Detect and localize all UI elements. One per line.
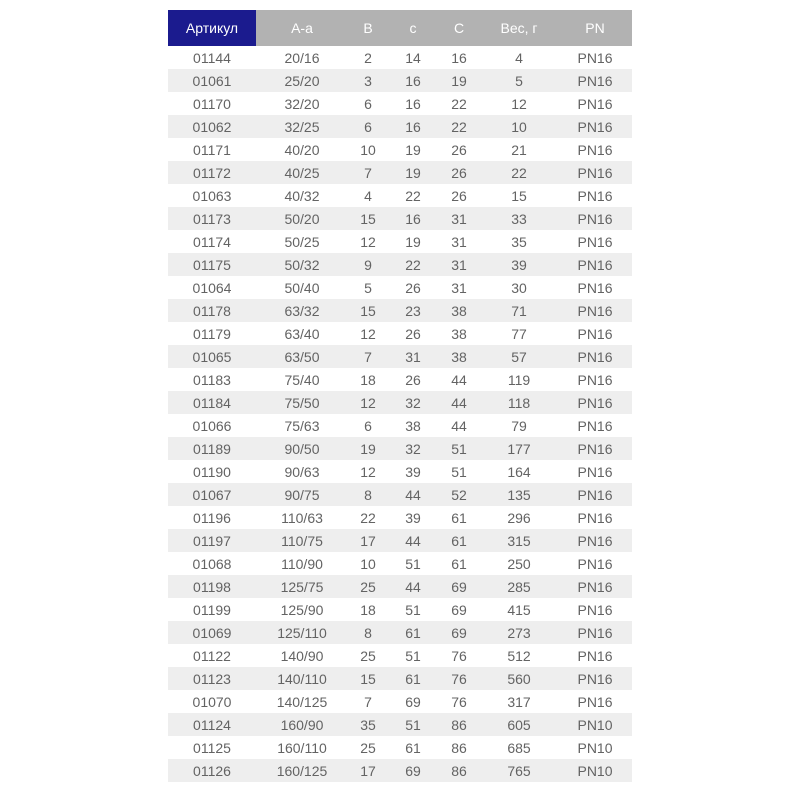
- cell-artikul: 01199: [193, 601, 231, 618]
- cell-c-upper: 86: [451, 739, 467, 756]
- cell-b: 7: [364, 164, 372, 181]
- header-cell-a-a: А-а: [256, 10, 348, 46]
- cell-c-lower: 16: [405, 210, 421, 227]
- cell-a-a: 50/40: [284, 279, 320, 296]
- cell-b: 22: [360, 509, 376, 526]
- cell-c-upper: 51: [451, 440, 467, 457]
- cell-pn: PN16: [577, 486, 613, 503]
- cell-weight: 22: [511, 164, 527, 181]
- cell-c-upper: 31: [451, 256, 467, 273]
- cell-a-a: 75/63: [284, 417, 320, 434]
- cell-a-a: 40/32: [284, 187, 320, 204]
- cell-a-a: 110/75: [281, 532, 323, 549]
- cell-artikul: 01175: [193, 256, 231, 273]
- table-row: [168, 414, 632, 437]
- table-row: [168, 299, 632, 322]
- cell-pn: PN16: [577, 440, 613, 457]
- cell-c-upper: 61: [451, 555, 467, 572]
- cell-pn: PN16: [577, 279, 613, 296]
- cell-artikul: 01125: [193, 739, 231, 756]
- table-row: [168, 690, 632, 713]
- header-cell-pn: PN: [558, 10, 632, 46]
- cell-pn: PN16: [577, 647, 613, 664]
- cell-c-upper: 86: [451, 716, 467, 733]
- header-cell-c-upper: С: [438, 10, 480, 46]
- cell-artikul: 01123: [193, 670, 231, 687]
- cell-c-lower: 51: [405, 555, 421, 572]
- table-row: [168, 322, 632, 345]
- header-cell-b: В: [348, 10, 388, 46]
- cell-c-upper: 69: [451, 578, 467, 595]
- cell-c-lower: 16: [405, 118, 421, 135]
- cell-artikul: 01069: [192, 624, 232, 641]
- cell-pn: PN16: [577, 256, 613, 273]
- cell-pn: PN16: [577, 509, 613, 526]
- cell-c-lower: 44: [405, 486, 421, 503]
- cell-pn: PN16: [577, 141, 613, 158]
- cell-c-upper: 22: [451, 118, 467, 135]
- cell-artikul: 01171: [193, 141, 231, 158]
- cell-weight: 315: [507, 532, 531, 549]
- cell-artikul: 01189: [193, 440, 231, 457]
- cell-c-lower: 51: [405, 647, 421, 664]
- cell-pn: PN10: [577, 762, 613, 779]
- cell-b: 25: [360, 647, 376, 664]
- cell-a-a: 140/110: [277, 670, 327, 687]
- header-cell-weight: Вес, г: [480, 10, 558, 46]
- cell-weight: 21: [511, 141, 527, 158]
- cell-artikul: 01066: [192, 417, 232, 434]
- cell-a-a: 63/50: [284, 348, 320, 365]
- cell-weight: 12: [511, 95, 527, 112]
- cell-artikul: 01197: [193, 532, 231, 549]
- cell-b: 17: [360, 532, 376, 549]
- spec-table: [168, 10, 632, 782]
- cell-b: 12: [360, 325, 376, 342]
- cell-a-a: 160/110: [277, 739, 327, 756]
- cell-c-lower: 26: [405, 371, 421, 388]
- cell-artikul: 01061: [192, 72, 232, 89]
- table-row: [168, 621, 632, 644]
- cell-pn: PN16: [577, 210, 613, 227]
- cell-artikul: 01067: [192, 486, 232, 503]
- cell-weight: 273: [507, 624, 531, 641]
- cell-weight: 15: [511, 187, 527, 204]
- cell-b: 12: [360, 233, 376, 250]
- cell-c-upper: 19: [451, 72, 467, 89]
- cell-artikul: 01063: [192, 187, 232, 204]
- cell-artikul: 01174: [193, 233, 231, 250]
- cell-weight: 10: [511, 118, 527, 135]
- cell-a-a: 50/32: [284, 256, 320, 273]
- cell-c-lower: 16: [405, 95, 421, 112]
- cell-c-upper: 31: [451, 279, 467, 296]
- cell-weight: 605: [507, 716, 531, 733]
- cell-weight: 30: [511, 279, 527, 296]
- cell-b: 6: [364, 118, 372, 135]
- header-cell-artikul: Артикул: [168, 10, 256, 46]
- cell-a-a: 20/16: [284, 49, 320, 66]
- cell-c-lower: 19: [405, 164, 421, 181]
- cell-artikul: 01064: [192, 279, 232, 296]
- cell-a-a: 160/90: [280, 716, 324, 733]
- cell-weight: 33: [511, 210, 527, 227]
- cell-b: 12: [360, 463, 376, 480]
- cell-c-lower: 23: [405, 302, 421, 319]
- cell-c-lower: 22: [405, 256, 421, 273]
- cell-artikul: 01198: [193, 578, 231, 595]
- cell-weight: 4: [515, 49, 523, 66]
- cell-b: 2: [364, 49, 372, 66]
- table-row: [168, 345, 632, 368]
- cell-pn: PN16: [577, 118, 613, 135]
- cell-c-upper: 51: [451, 463, 467, 480]
- cell-b: 35: [360, 716, 376, 733]
- cell-weight: 177: [507, 440, 531, 457]
- cell-artikul: 01184: [193, 394, 231, 411]
- cell-artikul: 01178: [193, 302, 231, 319]
- cell-artikul: 01068: [192, 555, 232, 572]
- cell-c-lower: 51: [405, 716, 421, 733]
- table-row: [168, 368, 632, 391]
- spec-table-container: [168, 10, 632, 782]
- cell-a-a: 50/25: [284, 233, 320, 250]
- cell-b: 15: [360, 210, 376, 227]
- table-row: [168, 529, 632, 552]
- table-row: [168, 207, 632, 230]
- cell-artikul: 01179: [193, 325, 231, 342]
- cell-pn: PN16: [577, 49, 613, 66]
- cell-pn: PN16: [577, 624, 613, 641]
- cell-b: 18: [360, 601, 376, 618]
- cell-weight: 57: [511, 348, 527, 365]
- cell-artikul: 01170: [193, 95, 231, 112]
- cell-c-upper: 22: [451, 95, 467, 112]
- cell-a-a: 32/25: [284, 118, 320, 135]
- cell-c-lower: 26: [405, 279, 421, 296]
- cell-c-upper: 61: [451, 509, 467, 526]
- cell-pn: PN16: [577, 578, 613, 595]
- cell-c-upper: 38: [451, 302, 467, 319]
- cell-pn: PN16: [577, 417, 613, 434]
- cell-c-upper: 31: [451, 233, 467, 250]
- table-row: [168, 713, 632, 736]
- cell-artikul: 01144: [193, 49, 231, 66]
- cell-a-a: 50/20: [284, 210, 320, 227]
- cell-c-upper: 31: [451, 210, 467, 227]
- cell-b: 7: [364, 348, 372, 365]
- table-row: [168, 230, 632, 253]
- cell-c-upper: 38: [451, 348, 467, 365]
- cell-c-upper: 76: [451, 693, 467, 710]
- cell-weight: 118: [507, 394, 531, 411]
- table-row: [168, 184, 632, 207]
- table-row: [168, 46, 632, 69]
- cell-weight: 685: [507, 739, 531, 756]
- cell-c-upper: 76: [451, 670, 467, 687]
- cell-c-upper: 44: [451, 394, 467, 411]
- header-row: [168, 10, 632, 46]
- cell-artikul: 01172: [193, 164, 231, 181]
- table-row: [168, 736, 632, 759]
- cell-artikul: 01124: [193, 716, 231, 733]
- cell-c-lower: 22: [405, 187, 421, 204]
- cell-pn: PN16: [577, 72, 613, 89]
- cell-b: 5: [364, 279, 372, 296]
- cell-a-a: 110/90: [281, 555, 323, 572]
- cell-pn: PN16: [577, 233, 613, 250]
- table-row: [168, 138, 632, 161]
- cell-b: 8: [364, 624, 372, 641]
- cell-a-a: 63/40: [284, 325, 320, 342]
- cell-pn: PN16: [577, 463, 613, 480]
- cell-c-lower: 39: [405, 463, 421, 480]
- table-header: [168, 10, 632, 46]
- table-row: [168, 483, 632, 506]
- cell-a-a: 63/32: [284, 302, 320, 319]
- cell-weight: 119: [507, 371, 531, 388]
- cell-b: 25: [360, 739, 376, 756]
- table-row: [168, 598, 632, 621]
- cell-b: 19: [360, 440, 376, 457]
- cell-pn: PN16: [577, 325, 613, 342]
- cell-c-lower: 61: [405, 624, 421, 641]
- cell-pn: PN16: [577, 187, 613, 204]
- cell-c-upper: 26: [451, 141, 467, 158]
- table-row: [168, 92, 632, 115]
- cell-c-lower: 26: [405, 325, 421, 342]
- header-cell-c-lower: с: [388, 10, 438, 46]
- cell-c-lower: 19: [405, 141, 421, 158]
- cell-artikul: 01196: [193, 509, 231, 526]
- cell-c-lower: 39: [405, 509, 421, 526]
- cell-c-upper: 76: [451, 647, 467, 664]
- cell-b: 15: [360, 670, 376, 687]
- cell-pn: PN16: [577, 348, 613, 365]
- cell-c-lower: 51: [405, 601, 421, 618]
- cell-b: 10: [360, 555, 376, 572]
- cell-c-upper: 44: [451, 371, 467, 388]
- cell-c-upper: 52: [451, 486, 467, 503]
- cell-c-upper: 26: [451, 187, 467, 204]
- cell-pn: PN16: [577, 95, 613, 112]
- cell-pn: PN16: [577, 371, 613, 388]
- cell-a-a: 125/110: [277, 624, 327, 641]
- cell-b: 12: [360, 394, 376, 411]
- cell-c-lower: 38: [405, 417, 421, 434]
- cell-weight: 415: [507, 601, 531, 618]
- cell-weight: 71: [511, 302, 527, 319]
- cell-c-lower: 32: [405, 394, 421, 411]
- table-row: [168, 276, 632, 299]
- cell-pn: PN10: [577, 739, 613, 756]
- cell-weight: 79: [511, 417, 527, 434]
- cell-pn: PN16: [577, 693, 613, 710]
- cell-a-a: 32/20: [284, 95, 320, 112]
- cell-b: 7: [364, 693, 372, 710]
- cell-a-a: 75/40: [284, 371, 320, 388]
- cell-a-a: 90/63: [284, 463, 320, 480]
- cell-a-a: 125/75: [280, 578, 324, 595]
- cell-c-lower: 69: [405, 762, 421, 779]
- cell-a-a: 25/20: [284, 72, 320, 89]
- cell-b: 10: [360, 141, 376, 158]
- cell-a-a: 125/90: [280, 601, 324, 618]
- cell-c-upper: 16: [451, 49, 467, 66]
- cell-c-upper: 69: [451, 601, 467, 618]
- table-row: [168, 437, 632, 460]
- cell-a-a: 140/90: [280, 647, 324, 664]
- cell-weight: 135: [507, 486, 531, 503]
- table-row: [168, 460, 632, 483]
- cell-c-upper: 61: [451, 532, 467, 549]
- table-row: [168, 391, 632, 414]
- cell-c-lower: 31: [405, 348, 421, 365]
- cell-c-upper: 44: [451, 417, 467, 434]
- cell-pn: PN16: [577, 302, 613, 319]
- cell-weight: 512: [507, 647, 531, 664]
- cell-c-upper: 86: [451, 762, 467, 779]
- cell-artikul: 01065: [192, 348, 232, 365]
- cell-weight: 317: [507, 693, 531, 710]
- cell-weight: 77: [511, 325, 527, 342]
- cell-pn: PN10: [577, 716, 613, 733]
- table-row: [168, 161, 632, 184]
- cell-weight: 560: [507, 670, 531, 687]
- table-row: [168, 667, 632, 690]
- cell-weight: 250: [507, 555, 531, 572]
- cell-c-lower: 44: [405, 578, 421, 595]
- cell-a-a: 40/25: [284, 164, 320, 181]
- table-row: [168, 253, 632, 276]
- cell-pn: PN16: [577, 601, 613, 618]
- cell-weight: 765: [507, 762, 531, 779]
- cell-a-a: 75/50: [284, 394, 320, 411]
- cell-a-a: 90/75: [284, 486, 320, 503]
- cell-c-upper: 69: [451, 624, 467, 641]
- cell-b: 3: [364, 72, 372, 89]
- cell-b: 15: [360, 302, 376, 319]
- cell-a-a: 40/20: [284, 141, 320, 158]
- cell-artikul: 01070: [192, 693, 232, 710]
- cell-a-a: 160/125: [276, 762, 328, 779]
- cell-c-lower: 61: [405, 670, 421, 687]
- cell-weight: 39: [511, 256, 527, 273]
- cell-c-lower: 69: [405, 693, 421, 710]
- cell-weight: 296: [507, 509, 531, 526]
- table-body: [168, 46, 632, 782]
- cell-c-lower: 14: [405, 49, 421, 66]
- cell-b: 9: [364, 256, 372, 273]
- cell-b: 18: [360, 371, 376, 388]
- cell-a-a: 140/125: [276, 693, 328, 710]
- cell-c-lower: 61: [405, 739, 421, 756]
- table-row: [168, 506, 632, 529]
- cell-weight: 5: [515, 72, 523, 89]
- cell-pn: PN16: [577, 164, 613, 181]
- cell-b: 25: [360, 578, 376, 595]
- cell-c-lower: 44: [405, 532, 421, 549]
- cell-c-lower: 19: [405, 233, 421, 250]
- cell-pn: PN16: [577, 532, 613, 549]
- cell-c-upper: 26: [451, 164, 467, 181]
- table-row: [168, 115, 632, 138]
- cell-artikul: 01062: [192, 118, 232, 135]
- cell-artikul: 01122: [193, 647, 231, 664]
- table-row: [168, 69, 632, 92]
- cell-c-upper: 38: [451, 325, 467, 342]
- cell-weight: 35: [511, 233, 527, 250]
- cell-c-lower: 32: [405, 440, 421, 457]
- cell-c-lower: 16: [405, 72, 421, 89]
- table-row: [168, 552, 632, 575]
- cell-weight: 285: [507, 578, 531, 595]
- cell-pn: PN16: [577, 670, 613, 687]
- table-row: [168, 575, 632, 598]
- table-row: [168, 759, 632, 782]
- cell-a-a: 90/50: [284, 440, 320, 457]
- cell-weight: 164: [507, 463, 531, 480]
- cell-b: 8: [364, 486, 372, 503]
- cell-pn: PN16: [577, 394, 613, 411]
- cell-b: 6: [364, 417, 372, 434]
- cell-artikul: 01183: [193, 371, 231, 388]
- cell-artikul: 01126: [193, 762, 231, 779]
- cell-a-a: 110/63: [281, 509, 323, 526]
- cell-b: 4: [364, 187, 372, 204]
- table-row: [168, 644, 632, 667]
- cell-artikul: 01190: [193, 463, 231, 480]
- cell-b: 17: [360, 762, 376, 779]
- cell-pn: PN16: [577, 555, 613, 572]
- cell-b: 6: [364, 95, 372, 112]
- cell-artikul: 01173: [193, 210, 231, 227]
